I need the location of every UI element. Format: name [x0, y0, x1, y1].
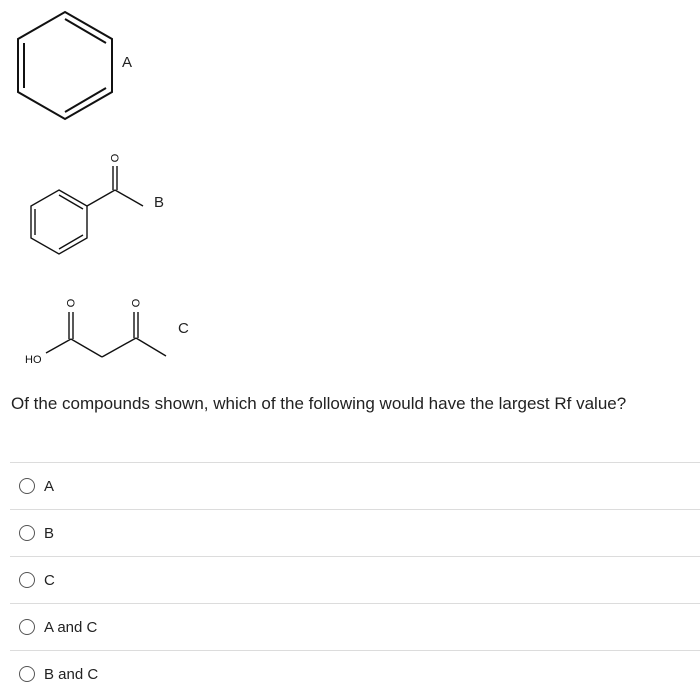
option-label: B and C: [44, 665, 99, 683]
radio-icon[interactable]: [19, 666, 35, 682]
option-label: C: [44, 571, 55, 589]
compound-b-label: B: [154, 194, 165, 211]
compound-c-label: C: [178, 320, 189, 337]
option-label: A: [44, 477, 55, 495]
answer-options: [10, 462, 700, 697]
compound-b-oxygen: O: [108, 153, 120, 163]
compound-c-hydroxyl: HO: [25, 354, 42, 366]
option-label: B: [44, 524, 55, 542]
compound-a-label: A: [122, 54, 133, 71]
option-a-and-c[interactable]: [10, 603, 700, 650]
compound-c-oxygen-1: O: [64, 298, 76, 308]
compound-c-oxygen-2: O: [129, 298, 141, 308]
compound-b-structure: [31, 166, 143, 254]
option-b[interactable]: [10, 509, 700, 556]
option-a[interactable]: [10, 462, 700, 509]
option-label: A and C: [44, 618, 98, 636]
option-c[interactable]: [10, 556, 700, 603]
question-text: Of the compounds shown, which of the following would have the largest Rf value?: [11, 394, 627, 413]
compound-c-structure: [46, 312, 166, 357]
radio-icon[interactable]: [19, 572, 35, 588]
radio-icon[interactable]: [19, 619, 35, 635]
compound-a-structure: [18, 12, 112, 119]
option-b-and-c[interactable]: [10, 650, 700, 697]
radio-icon[interactable]: [19, 478, 35, 494]
radio-icon[interactable]: [19, 525, 35, 541]
